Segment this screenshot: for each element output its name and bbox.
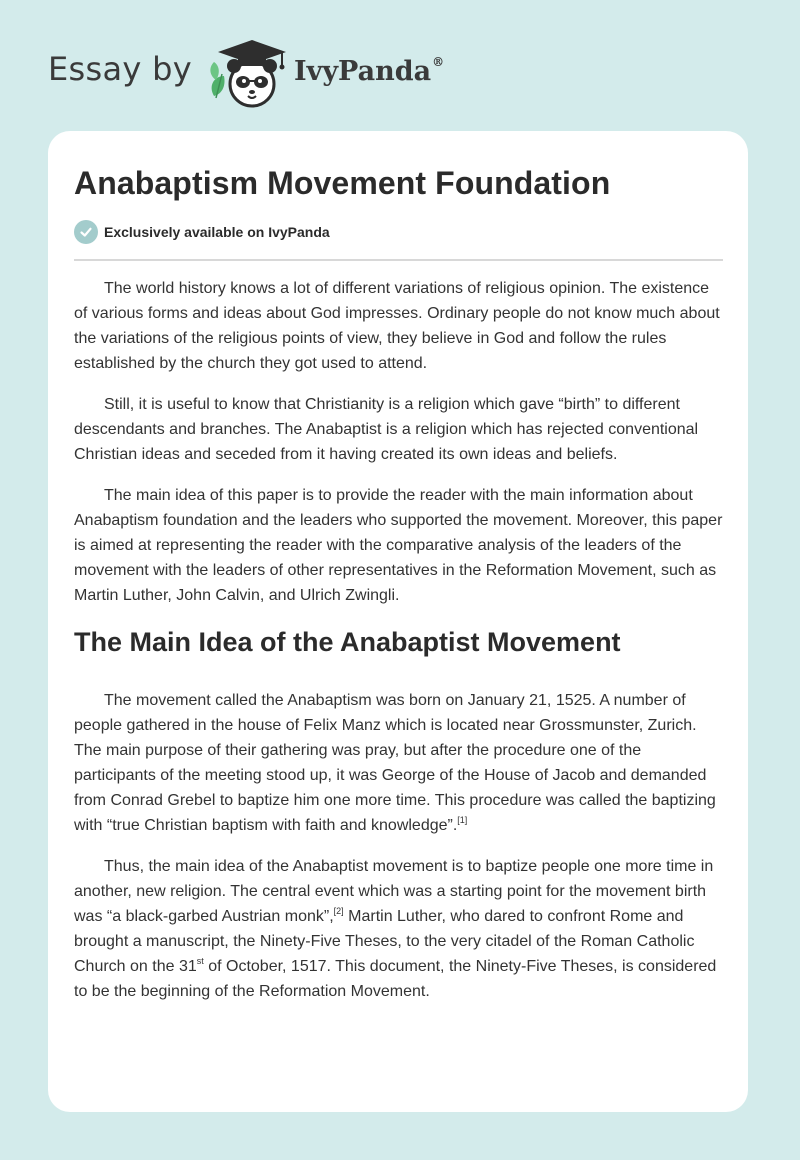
- ordinal-suffix: st: [196, 956, 204, 966]
- brand-name: IvyPanda®: [294, 55, 445, 87]
- article-content: [74, 161, 724, 1004]
- essay-by-label: Essay by: [48, 50, 192, 88]
- paragraph: Still, it is useful to know that Christianity is a religion which gave “birth” to different descendants and branches. The Anabaptist is a religion which has rejected conventional Christian ideas and seceded from it having created its own ideas and beliefs.: [74, 396, 699, 463]
- site-header: [48, 30, 528, 110]
- paragraph: The main idea of this paper is to provide the reader with the main information about Anabaptism foundation and the leaders who supported the movement. Moreover, this paper is aimed at representing the reader with the comparative analysis of the leaders of the movement with the leaders of other representatives in the Reformation Movement, such as Martin Luther, John Calvin, and Ulrich Zwingli.: [74, 487, 723, 604]
- divider: [74, 259, 723, 261]
- exclusive-badge: [74, 219, 724, 245]
- paragraph: The movement called the Anabaptism was born on January 21, 1525. A number of people gathered in the house of Felix Manz which is located near Grossmunster, Zurich. The main purpose of their gathering was pray, but after the procedure one of the participants of the meeting stood up, it was George of the House of Jacob and demanded from Conrad Grebel to baptize him one more time. This procedure was called the baptizing with “true Christian baptism with faith and knowledge”.[1]: [74, 692, 716, 834]
- footnote-ref-1[interactable]: [1]: [457, 815, 468, 825]
- section-heading: The Main Idea of the Anabaptist Movement: [74, 627, 621, 657]
- article-card: [48, 131, 748, 1112]
- paragraph: The world history knows a lot of different variations of religious opinion. The existence of various forms and ideas about God impresses. Ordinary people do not know much about the variations of the religious points of view, they believe in God and follow the rules established by the church they got used to attend.: [74, 280, 720, 372]
- article-title: Anabaptism Movement Foundation: [74, 165, 611, 201]
- footnote-ref-2[interactable]: [2]: [333, 906, 344, 916]
- checkmark-icon: [74, 220, 98, 244]
- exclusive-badge-label: Exclusively available on IvyPanda: [104, 224, 330, 240]
- paragraph: Thus, the main idea of the Anabaptist movement is to baptize people one more time in another, new religion. The central event which was a starting point for the movement birth was “a black-garbed Austrian monk”,[2] Martin Luther, who dared to confront Rome and brought a manuscript, the Ninety-Five Theses, to the very citadel of the Roman Catholic Church on the 31st of October, 1517. This document, the Ninety-Five Theses, is considered to be the beginning of the Reformation Movement.: [74, 858, 717, 1000]
- panda-logo-icon: [204, 36, 294, 112]
